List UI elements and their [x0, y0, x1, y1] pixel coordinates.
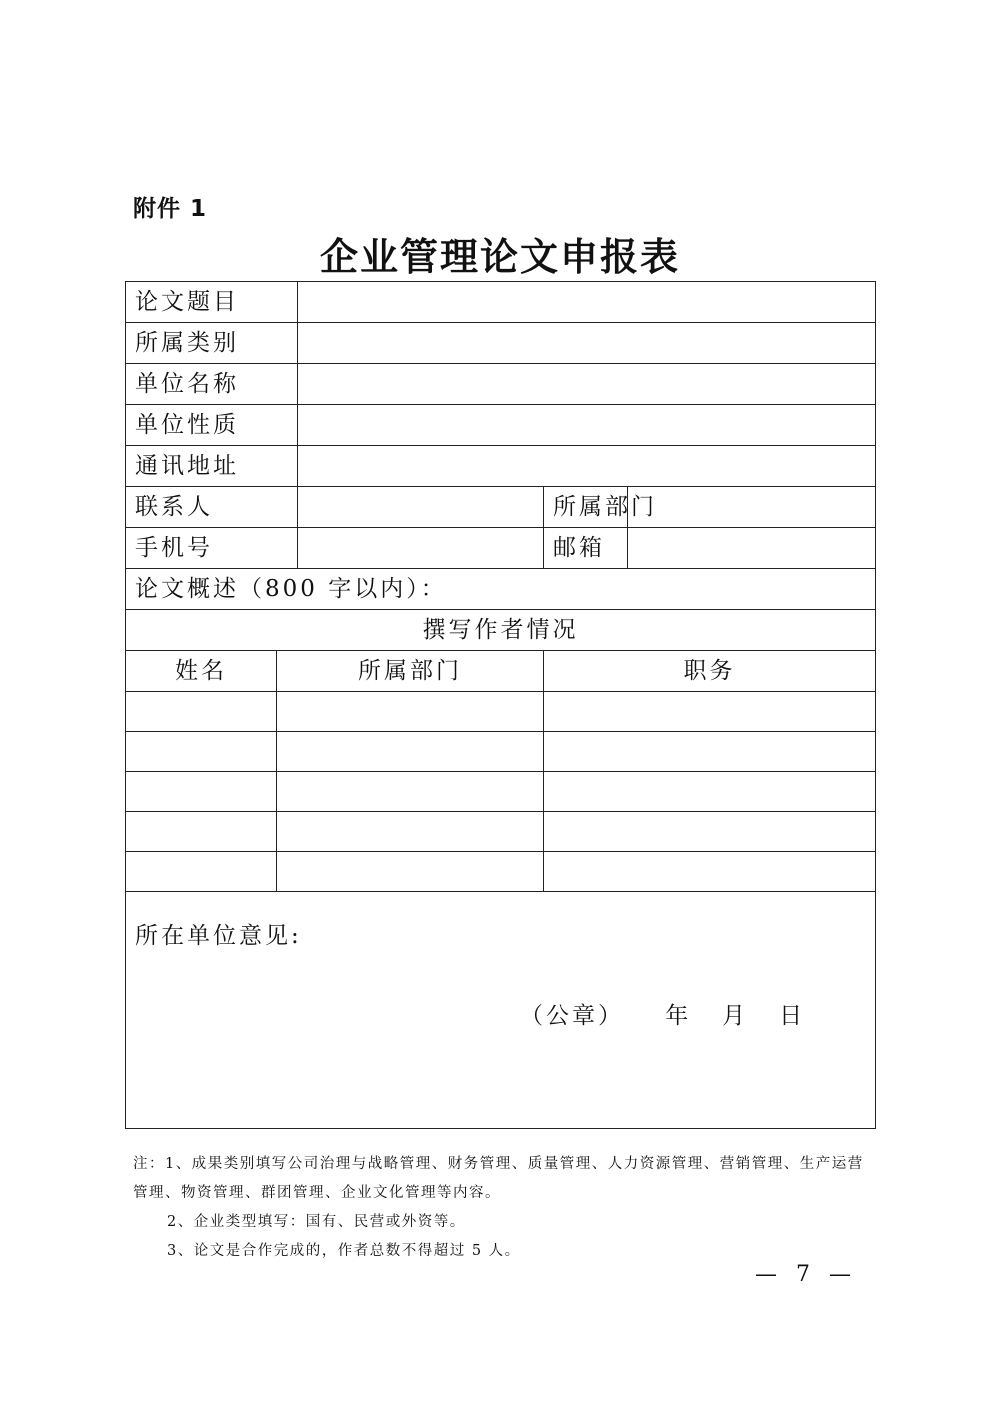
form-row-category	[126, 323, 876, 364]
field-label: 联系人	[126, 487, 298, 528]
column-header-department: 所属部门	[277, 651, 544, 692]
author-name-cell[interactable]	[126, 732, 277, 772]
paper-title-field[interactable]	[298, 282, 876, 323]
phone-field[interactable]	[298, 528, 544, 569]
form-row-unit-name	[126, 364, 876, 405]
author-department-cell[interactable]	[277, 812, 544, 852]
field-label: 单位名称	[126, 364, 298, 405]
field-label: 论文题目	[126, 282, 298, 323]
author-columns-row	[126, 651, 876, 692]
field-label: 单位性质	[126, 405, 298, 446]
application-form-table	[125, 281, 876, 1129]
unit-opinion-label: 所在单位意见:	[135, 923, 302, 949]
author-position-cell[interactable]	[544, 852, 876, 892]
author-row	[126, 732, 876, 772]
field-label: 手机号	[126, 528, 298, 569]
category-field[interactable]	[298, 323, 876, 364]
notes-section	[133, 1150, 878, 1266]
form-row-unit-type	[126, 405, 876, 446]
column-header-name: 姓名	[126, 651, 277, 692]
author-row	[126, 852, 876, 892]
note-3: 3、论文是合作完成的，作者总数不得超过 5 人。	[167, 1243, 521, 1259]
unit-opinion-cell[interactable]	[126, 892, 876, 1129]
seal-date-line: （公章） 年 月 日	[520, 1003, 806, 1029]
email-field[interactable]	[628, 528, 876, 569]
note-1: 注：1、成果类别填写公司治理与战略管理、财务管理、质量管理、人力资源管理、营销管理、生产运营管理、物资管理、群团管理、企业文化管理等内容。	[133, 1156, 864, 1201]
form-row-summary	[126, 569, 876, 610]
page-number: — 7 —	[755, 1262, 857, 1287]
field-label: 所属类别	[126, 323, 298, 364]
unit-name-field[interactable]	[298, 364, 876, 405]
field-label: 邮箱	[544, 528, 628, 569]
note-2: 2、企业类型填写：国有、民营或外资等。	[167, 1214, 466, 1230]
author-position-cell[interactable]	[544, 732, 876, 772]
author-name-cell[interactable]	[126, 772, 277, 812]
authors-header-row	[126, 610, 876, 651]
author-department-cell[interactable]	[277, 852, 544, 892]
form-row-address	[126, 446, 876, 487]
author-name-cell[interactable]	[126, 852, 277, 892]
column-header-position: 职务	[544, 651, 876, 692]
author-name-cell[interactable]	[126, 692, 277, 732]
unit-type-field[interactable]	[298, 405, 876, 446]
author-row	[126, 692, 876, 732]
field-label: 通讯地址	[126, 446, 298, 487]
contact-field[interactable]	[298, 487, 544, 528]
author-department-cell[interactable]	[277, 692, 544, 732]
author-position-cell[interactable]	[544, 812, 876, 852]
address-field[interactable]	[298, 446, 876, 487]
form-title: 企业管理论文申报表	[319, 234, 680, 279]
opinion-row	[126, 892, 876, 1129]
author-row	[126, 772, 876, 812]
department-field[interactable]	[628, 487, 876, 528]
author-position-cell[interactable]	[544, 772, 876, 812]
form-row-phone	[126, 528, 876, 569]
field-label: 所属部门	[544, 487, 628, 528]
author-position-cell[interactable]	[544, 692, 876, 732]
author-name-cell[interactable]	[126, 812, 277, 852]
author-row	[126, 812, 876, 852]
attachment-label: 附件 1	[133, 196, 208, 222]
form-row-contact	[126, 487, 876, 528]
summary-label[interactable]: 论文概述（800 字以内）：	[126, 569, 876, 610]
authors-section-title: 撰写作者情况	[126, 610, 876, 651]
author-department-cell[interactable]	[277, 732, 544, 772]
author-department-cell[interactable]	[277, 772, 544, 812]
form-row-title	[126, 282, 876, 323]
